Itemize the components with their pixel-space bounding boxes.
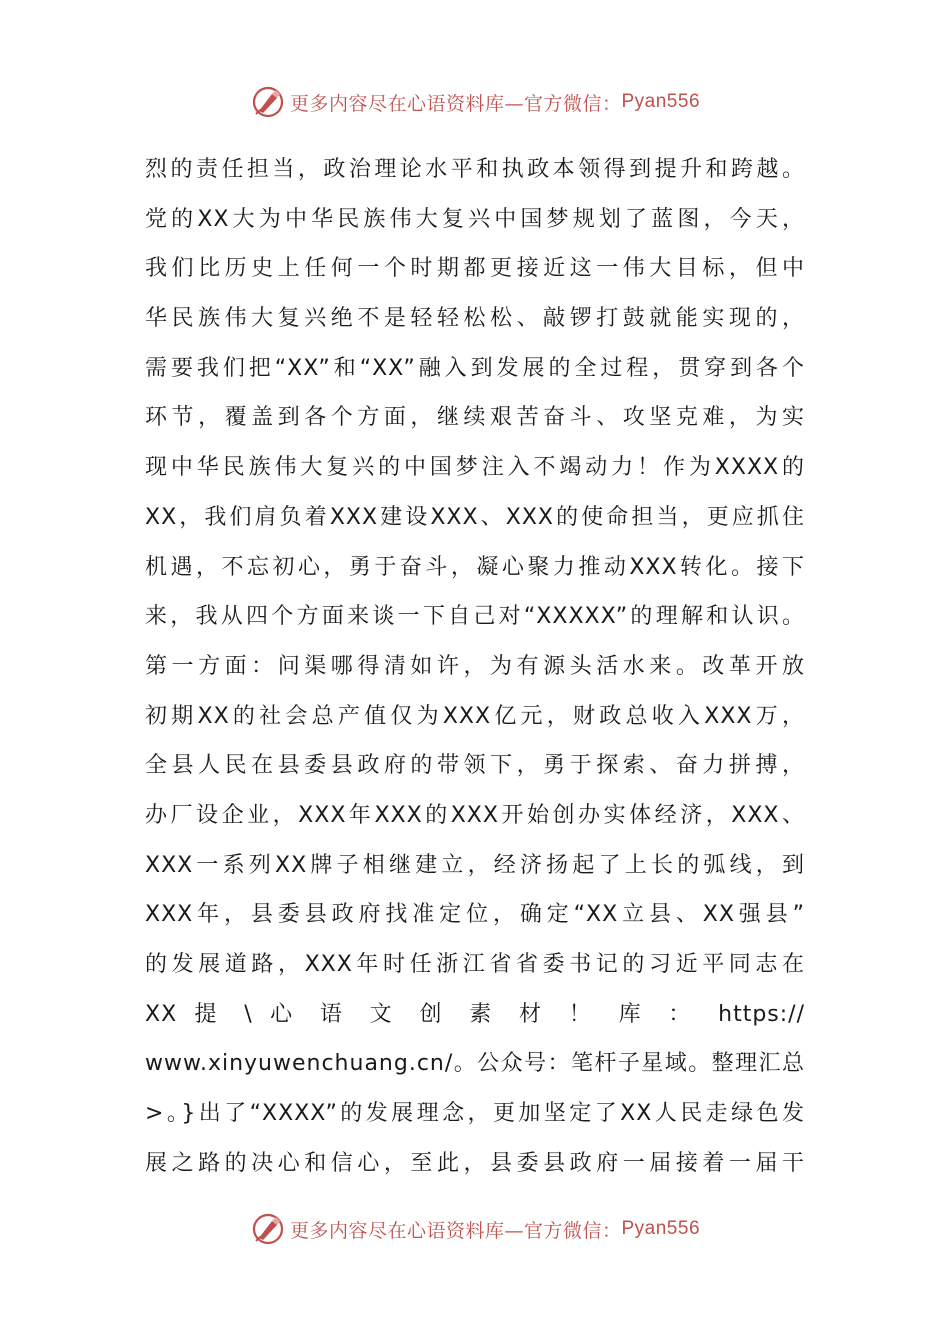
text-line: XXX一系列XX牌子相继建立，经济扬起了上长的弧线，到 — [145, 852, 805, 878]
text-line: 我们比历史上任何一个时期都更接近这一伟大目标，但中 — [145, 256, 805, 282]
text-line: XXX年，县委县政府找准定位，确定“XX立县、XX强县” — [145, 902, 805, 928]
text-line: 机遇，不忘初心，勇于奋斗，凝心聚力推动XXX转化。接下 — [145, 554, 805, 580]
footer-banner — [0, 1207, 950, 1251]
text-line: 现中华民族伟大复兴的中国梦注入不竭动力！作为XXXX的 — [145, 455, 805, 481]
text-line: 党的XX大为中华民族伟大复兴中国梦规划了蓝图，今天， — [145, 206, 805, 232]
header-banner-wechat: Pyan556 — [621, 91, 701, 112]
text-line: 第一方面：问渠哪得清如许，为有源头活水来。改革开放 — [145, 653, 805, 679]
text-line: 需要我们把“XX”和“XX”融入到发展的全过程，贯穿到各个 — [145, 355, 805, 381]
header-banner — [0, 80, 950, 124]
text-line: XX 提 \ 心 语 文 创 素 材 ！ 库 ： https:// — [145, 1001, 805, 1027]
text-line: 办厂设企业，XXX年XXX的XXX开始创办实体经济，XXX、 — [145, 802, 805, 828]
text-line: >。}出了“XXXX”的发展理念，更加坚定了XX人民走绿色发 — [145, 1101, 805, 1127]
text-line: XX，我们肩负着XXX建设XXX、XXX的使命担当，更应抓住 — [145, 504, 805, 530]
text-line: www.xinyuwenchuang.cn/。公众号：笔杆子星域。整理汇总 — [145, 1051, 805, 1077]
text-line: 来，我从四个方面来谈一下自己对“XXXXX”的理解和认识。 — [145, 604, 805, 630]
pen-nib-circle-icon — [250, 1211, 286, 1247]
header-banner-text: 更多内容尽在心语资料库—官方微信： — [289, 92, 622, 115]
text-line: 展之路的决心和信心，至此，县委县政府一届接着一届干 — [145, 1150, 805, 1176]
text-line: 烈的责任担当，政治理论水平和执政本领得到提升和跨越。 — [145, 157, 805, 182]
document-body — [145, 145, 805, 1188]
pen-nib-circle-icon — [250, 84, 286, 120]
footer-banner-text: 更多内容尽在心语资料库—官方微信： — [289, 1219, 622, 1242]
text-line: 初期XX的社会总产值仅为XXX亿元，财政总收入XXX万， — [145, 703, 805, 729]
text-line: 华民族伟大复兴绝不是轻轻松松、敲锣打鼓就能实现的， — [145, 306, 805, 332]
text-line: 的发展道路，XXX年时任浙江省省委书记的习近平同志在 — [145, 952, 805, 977]
text-line: 全县人民在县委县政府的带领下，勇于探索、奋力拼搏， — [145, 753, 805, 779]
text-line: 环节，覆盖到各个方面，继续艰苦奋斗、攻坚克难，为实 — [145, 405, 805, 431]
footer-banner-wechat: Pyan556 — [621, 1218, 701, 1239]
